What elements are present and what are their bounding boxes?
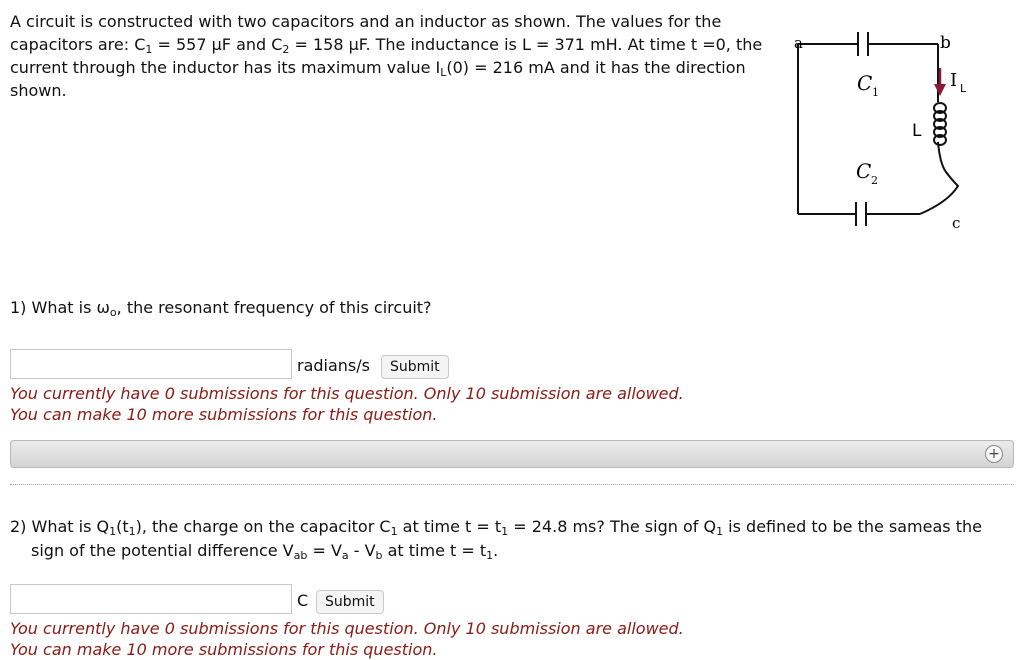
circuit-diagram [780,24,980,232]
c2-label: C [856,159,872,183]
q1-submit-button[interactable]: Submit [381,355,449,379]
hint-bar[interactable] [10,440,1014,468]
node-b-label: b [940,33,951,53]
q1-notice-line2: You can make 10 more submissions for this question. [10,405,438,424]
q1-unit-label: radians/s [297,356,370,375]
q1-answer-input[interactable] [10,349,292,379]
plus-circle-icon[interactable]: + [985,445,1003,463]
question-1-text: 1) What is $\omega_o$, the resonant frequency of this circuit? [10,298,432,319]
node-c-label: c [952,214,961,232]
current-arrow [934,68,946,96]
question-2-text-line2: sign of the potential difference $V_{ab} = V_a - V_b$ at time $t = t_1$. [31,541,499,562]
q2-submit-button[interactable]: Submit [316,590,384,614]
c1-label: C [857,71,873,95]
q2-notice-line2: You can make 10 more submissions for this question. [10,640,438,659]
c2-subscript: 2 [871,174,878,187]
q1-notice-line1: You currently have 0 submissions for this question. Only 10 submission are allowed. [10,384,684,403]
inductor-coil [934,103,946,145]
q2-unit-label: C [297,591,309,610]
c1-subscript: 1 [872,86,879,99]
il-subscript: L [960,82,967,95]
q2-answer-input[interactable] [10,584,292,614]
q2-notice-line1: You currently have 0 submissions for this question. Only 10 submission are allowed. [10,619,684,638]
inductor-label: L [912,121,922,141]
node-a-label: a [794,34,803,52]
question-2-text-line1: 2) What is $Q_1(t_1)$, the charge on the capacitor $C_1$ at time $t = t_1 = 24.8$ ms? The sign of $Q_1$ is defined to be the sameas the [10,517,982,538]
separator [10,484,1014,485]
problem-statement: A circuit is constructed with two capacitors and an inductor as shown. The values for the capacitors are: $C_1 = 557$ μF and $C_2 = 158$ μF. The inductance is L = 371 mH. At time t =0, the current through the inductor has its maximum value $I_L(0) = 216$ mA and it has the direction shown. [10,12,763,100]
il-label: I [950,70,958,91]
